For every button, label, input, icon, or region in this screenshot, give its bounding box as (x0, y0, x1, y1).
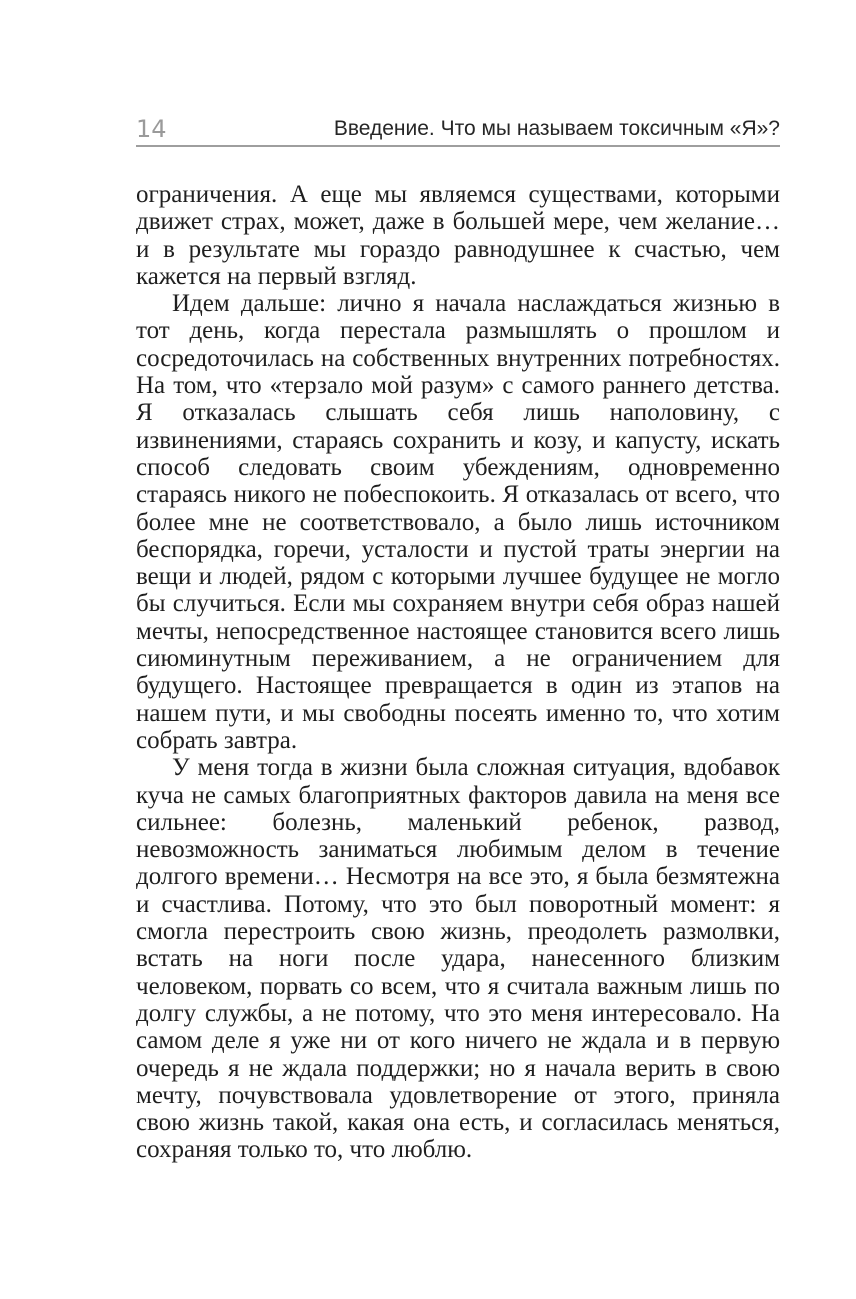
paragraph-continuation: ограничения. А еще мы являемся существами, которыми движет страх, может, даже в большей мере, чем желание… и в результате мы гораздо равнодушнее к счастью, чем кажется на первый взгляд. (136, 181, 780, 290)
page-number: 14 (136, 115, 167, 143)
chapter-title: Введение. Что мы называем токсичным «Я»? (333, 117, 780, 140)
body-text (136, 181, 780, 1164)
header-divider (136, 145, 780, 147)
paragraph: Идем дальше: лично я начала наслаждаться жизнью в тот день, когда перестала размышлять о прошлом и сосредоточилась на собственных внутренних потребностях. На том, что «терзало мой разум» с самого раннего детства. Я отказалась слышать себя лишь наполовину, с извинениями, стараясь сохранить и козу, и капусту, искать способ следовать своим убеждениям, одновременно стараясь никого не побеспокоить. Я отказалась от всего, что более мне не соответствовало, а было лишь источником беспорядка, горечи, усталости и пустой траты энергии на вещи и людей, рядом с которыми лучшее будущее не могло бы случиться. Если мы сохраняем внутри себя образ нашей мечты, непосредственное настоящее становится всего лишь сиюминутным переживанием, а не ограничением для будущего. Настоящее превращается в один из этапов на нашем пути, и мы свободны посеять именно то, что хотим собрать завтра. (136, 290, 780, 754)
paragraph: У меня тогда в жизни была сложная ситуация, вдобавок куча не самых благоприятных факторов давила на меня все сильнее: болезнь, маленький ребенок, развод, невозможность заниматься любимым делом в течение долгого времени… Несмотря на все это, я была безмятежна и счастлива. Потому, что это был поворотный момент: я смогла перестроить свою жизнь, преодолеть размолвки, встать на ноги после удара, нанесенного близким человеком, порвать со всем, что я считала важным лишь по долгу службы, а не потому, что это меня интересовало. На самом деле я уже ни от кого ничего не ждала и в первую очередь я не ждала поддержки; но я начала верить в свою мечту, почувствовала удовлетворение от этого, приняла свою жизнь такой, какая она есть, и согласилась меняться, сохраняя только то, что люблю. (136, 754, 780, 1164)
running-header (136, 112, 780, 146)
